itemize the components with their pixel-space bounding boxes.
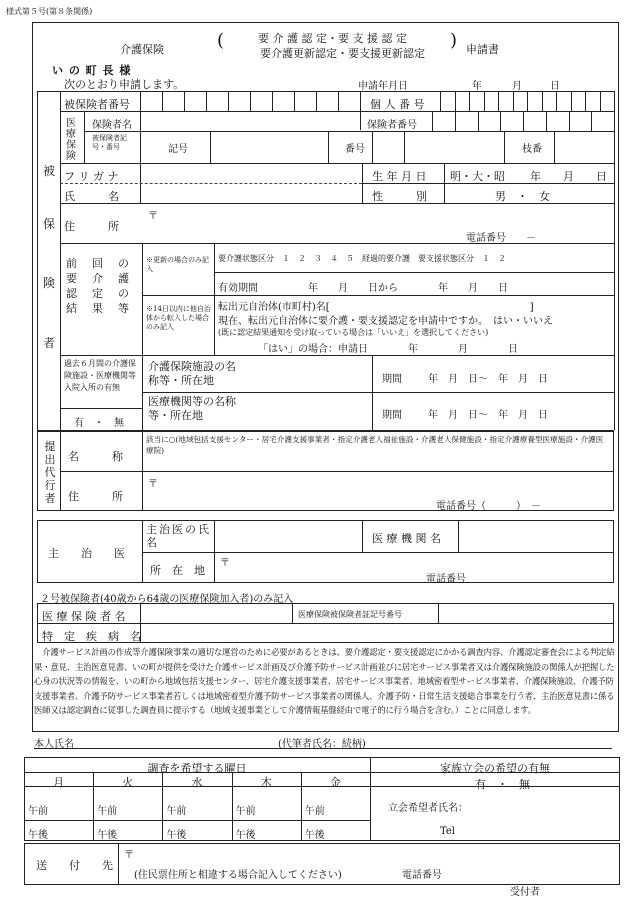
side-label-3: 険 <box>42 276 55 290</box>
day-header: 金 <box>329 776 341 789</box>
digit-cell-divider <box>162 91 163 111</box>
sex-label: 性 別 <box>372 190 427 203</box>
valid-period: 年 月 日から 年 月 日 <box>308 283 508 294</box>
bangou-label: 番号 <box>345 144 365 155</box>
day-pm-slot[interactable]: 午後 <box>28 830 48 841</box>
past-facility-label: 過去６月間の介護保険施設・医療機関等入院入所の有無 <box>64 359 136 392</box>
digit-cell-divider <box>600 91 601 111</box>
form-suffix: 申請書 <box>466 43 499 56</box>
doctor-location-label: 所 在 地 <box>150 564 205 577</box>
date-day: 日 <box>550 81 560 92</box>
side-label-1: 被 <box>42 164 55 178</box>
digit-cell-divider <box>546 111 547 131</box>
care-period: 年 月 日～ 年 月 日 <box>428 374 548 385</box>
digit-cell-divider <box>585 91 586 111</box>
day-header: 火 <box>122 776 134 789</box>
digit-cell-divider <box>556 91 557 111</box>
address-label: 住 所 <box>64 220 119 233</box>
intro-text: 次のとおり申請します。 <box>64 78 185 91</box>
transfer-line-2[interactable]: 現在、転出元自治体に要介護・要支援認定を申請中ですか。 はい・いいえ <box>218 316 553 327</box>
family-yesno[interactable]: 有 ・ 無 <box>475 778 530 791</box>
day-pm-slot[interactable]: 午後 <box>304 830 325 841</box>
personal-no-label: 個 人 番 号 <box>370 98 425 111</box>
insured-no-label: 被保険者番号 <box>64 98 130 111</box>
care-period-label: 期間 <box>382 374 402 385</box>
valid-period-label: 有効期間 <box>218 283 258 294</box>
second-insured-title: ２号被保険者(40歳から64歳の医療保険加入者)のみ記入 <box>40 594 294 605</box>
digit-cell-divider <box>228 91 229 111</box>
doctor-postal: 〒 <box>220 558 230 569</box>
digit-cell-divider <box>478 111 479 131</box>
care-level-options[interactable]: 要介護状態区分 １ ２ ３ ４ ５ 経過的要介護 要支援状態区分 １ ２ <box>218 254 506 263</box>
postal-mark: 〒 <box>148 211 158 222</box>
medical-insurer-label: 医 療 保 険 者 名 <box>42 610 126 623</box>
doctor-phone: 電話番号 <box>426 574 466 585</box>
dob-ymd: 年 月 日 <box>530 170 607 183</box>
digit-cell-divider <box>294 91 295 111</box>
agent-address-label: 住 所 <box>68 490 123 503</box>
digit-cell-divider <box>469 91 470 111</box>
transfer-line-3: (既に認定結果通知を受け取っている場合は「いいえ」を選択してください) <box>218 328 489 337</box>
name-label: 氏 名 <box>64 190 119 203</box>
day-pm-slot[interactable]: 午後 <box>235 830 256 841</box>
agent-type-note[interactable]: 該当に○(地域包括支援センター・居宅介護支援事業者・指定介護老人福祉施設・介護老人保健施設・指定介護療養型医療施設・介護医療院) <box>146 435 604 455</box>
era-options[interactable]: 明・大・昭 <box>450 170 505 183</box>
date-month: 月 <box>512 81 522 92</box>
send-phone: 電話番号 <box>402 870 442 881</box>
side-label-4: 者 <box>42 336 55 350</box>
insured-sign-label: 被保険者記号・番号 <box>92 134 127 151</box>
previous-label: 前 回 の要 介 護認 定 の結 果 等 <box>66 257 131 315</box>
med-period-label: 期間 <box>382 410 402 421</box>
date-label: 申請年月日 <box>358 81 408 92</box>
day-am-slot[interactable]: 午前 <box>235 806 256 817</box>
digit-cell-divider <box>500 111 501 131</box>
insurer-no-label: 保険者番号 <box>367 120 417 131</box>
furigana-label: フ リ ガ ナ <box>64 170 119 183</box>
digit-cell-divider <box>250 91 251 111</box>
transfer-line-4: 「はい」の場合：申請日 年 月 日 <box>258 344 518 355</box>
agent-name-label: 名 称 <box>68 450 123 463</box>
phone-label: 電話番号 － <box>466 233 536 244</box>
side-label-2: 保 <box>42 217 55 231</box>
open-paren: ( <box>217 30 225 51</box>
digit-cell-divider <box>513 91 514 111</box>
digit-cell-divider <box>571 91 572 111</box>
transfer-line-1: 転出元自治体(市町村)名[ ] <box>218 302 534 313</box>
dob-label: 生 年 月 日 <box>372 170 427 183</box>
send-label: 送 付 先 <box>36 859 113 872</box>
digit-cell-divider <box>591 111 592 131</box>
consent-text: 介護サービス計画の作成等介護保険事業の適切な運営のために必要があるときは、要介護認定・要支援認定にかかる調査内容、介護認定審査会による判定結果・意見、主治医意見書、いの町が提供を受けた介護サービス計画及び介護予防サービス計画並びに居宅サービス事業者又は介護保険施設の関係人が把握した心身の状況等の情報を、いの町から地域包括支援センター、居宅介護支援事業者、居宅サービス事業者、地域密着型サービス事業者、介護保険施設、介護予防支援事業者、介護予防サービス事業者若しくは地域密着型介護予防サービス事業者の関係人、介護予防・日常生活支援総合事業を行う者、主治医意見書に係る医師又は認定調査に従事した調査員に提示する（地域支援事業として介護情報基盤経由で電子的に行う場合を含む。）ことに同意します。 <box>34 647 615 716</box>
digit-cell-divider <box>523 111 524 131</box>
digit-cell-divider <box>542 91 543 111</box>
digit-cell-divider <box>316 91 317 111</box>
day-pm-slot[interactable]: 午後 <box>166 830 187 841</box>
day-header: 木 <box>260 776 272 789</box>
day-am-slot[interactable]: 午前 <box>97 806 118 817</box>
date-year: 年 <box>472 81 482 92</box>
day-am-slot[interactable]: 午前 <box>166 806 187 817</box>
digit-cell-divider <box>455 91 456 111</box>
medical-facility-label: 医療機関等の名称等・所在地 <box>148 395 236 422</box>
digit-cell-divider <box>184 91 185 111</box>
digit-cell-divider <box>569 111 570 131</box>
digit-cell-divider <box>206 91 207 111</box>
witness-label: 立会希望者氏名： <box>388 803 468 814</box>
insurance-label: 介護保険 <box>120 43 164 56</box>
digit-cell-divider <box>527 91 528 111</box>
sex-options[interactable]: 男 ・ 女 <box>495 190 550 203</box>
digit-cell-divider <box>338 91 339 111</box>
agent-postal: 〒 <box>148 479 158 490</box>
option-renewal[interactable]: 要介護更新認定・要支援更新認定 <box>260 47 425 60</box>
hospital-label: 医 療 機 関 名 <box>372 532 441 545</box>
send-note: (住民票住所と相違する場合記入してください) <box>134 870 342 881</box>
survey-title: 調査を希望する曜日 <box>147 762 247 775</box>
family-title: 家族立会の希望の有無 <box>440 762 550 775</box>
day-am-slot[interactable]: 午前 <box>304 806 325 817</box>
day-header: 水 <box>191 776 203 789</box>
option-certification[interactable]: 要 介 護 認 定・要 支 援 認 定 <box>258 32 407 45</box>
form-number: 様式第５号(第８条関係) <box>6 7 93 16</box>
digit-cell-divider <box>455 111 456 131</box>
medical-side-label: 医療保険 <box>66 118 76 162</box>
care-facility-label: 介護保険施設の名称等・所在地 <box>148 360 236 387</box>
kigou-label: 記号 <box>168 144 188 155</box>
insurer-name-label: 保険者名 <box>92 120 132 131</box>
signature-proxy-label: (代筆者氏名：続柄) <box>278 739 366 750</box>
day-header: 月 <box>53 776 65 789</box>
digit-cell-divider <box>498 91 499 111</box>
send-postal: 〒 <box>124 850 134 861</box>
receiver-label: 受付者 <box>510 887 540 898</box>
disease-label: 特 定 疾 病 名 <box>42 630 141 643</box>
day-pm-slot[interactable]: 午後 <box>97 830 118 841</box>
digit-cell-divider <box>272 91 273 111</box>
close-paren: ) <box>450 30 458 51</box>
day-am-slot[interactable]: 午前 <box>28 806 48 817</box>
digit-cell-divider <box>484 91 485 111</box>
transfer-note: ※14日以内に他自治体から転入した場合のみ記入 <box>146 305 211 331</box>
witness-tel: Tel <box>440 826 456 837</box>
facility-yesno[interactable]: 有 ・ 無 <box>74 418 124 429</box>
addressee: い の 町 長 様 <box>52 64 132 77</box>
agent-phone: 電話番号（ ） － <box>436 501 541 512</box>
signature-name-label: 本人氏名 <box>34 739 74 750</box>
doctor-name-label: 主治医の氏 名 <box>146 523 237 549</box>
edaban-label: 枝番 <box>522 144 542 155</box>
renewal-note: ※更新の場合のみ記入 <box>146 256 209 273</box>
doctor-side-label: 主 治 医 <box>48 547 125 560</box>
agent-side-label: 提出代行者 <box>44 440 56 505</box>
card-number-label: 医療保険被保険者証記号番号 <box>298 610 402 619</box>
med-period: 年 月 日～ 年 月 日 <box>428 410 548 421</box>
